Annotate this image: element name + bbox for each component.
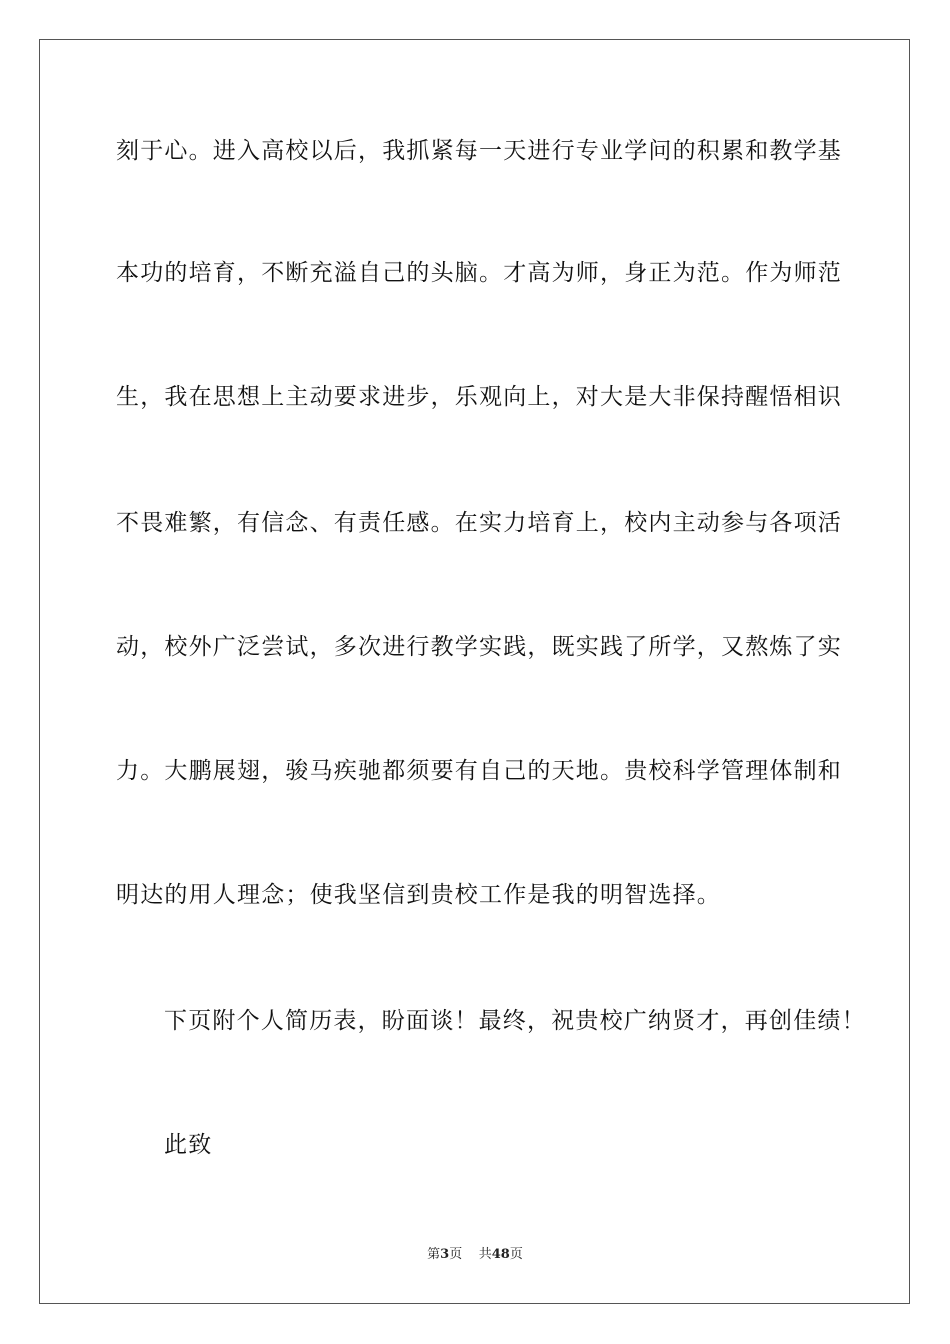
page-frame <box>39 39 910 1304</box>
page-prefix: 第 <box>427 1247 441 1262</box>
body-line-3: 生，我在思想上主动要求进步，乐观向上，对大是大非保持醒悟相识 <box>116 384 842 410</box>
body-line-5: 动，校外广泛尝试，多次进行教学实践，既实践了所学，又熬炼了实 <box>116 634 842 660</box>
body-line-1: 刻于心。进入高校以后，我抓紧每一天进行专业学问的积累和教学基 <box>116 138 842 164</box>
closing-paragraph: 下页附个人简历表，盼面谈！最终，祝贵校广纳贤才，再创佳绩！ <box>164 1008 866 1034</box>
body-line-4: 不畏难繁，有信念、有责任感。在实力培育上，校内主动参与各项活 <box>116 510 842 536</box>
body-line-7: 明达的用人理念；使我坚信到贵校工作是我的明智选择。 <box>116 882 721 908</box>
page-number: 3 <box>440 1247 450 1262</box>
total-prefix: 共 <box>478 1247 492 1262</box>
page-footer <box>0 1246 950 1264</box>
salutation: 此致 <box>164 1132 213 1158</box>
total-suffix: 页 <box>509 1247 523 1262</box>
total-pages: 48 <box>491 1247 510 1262</box>
page-suffix: 页 <box>449 1247 463 1262</box>
body-line-2: 本功的培育，不断充溢自己的头脑。才高为师，身正为范。作为师范 <box>116 260 842 286</box>
body-line-6: 力。大鹏展翅，骏马疾驰都须要有自己的天地。贵校科学管理体制和 <box>116 758 842 784</box>
